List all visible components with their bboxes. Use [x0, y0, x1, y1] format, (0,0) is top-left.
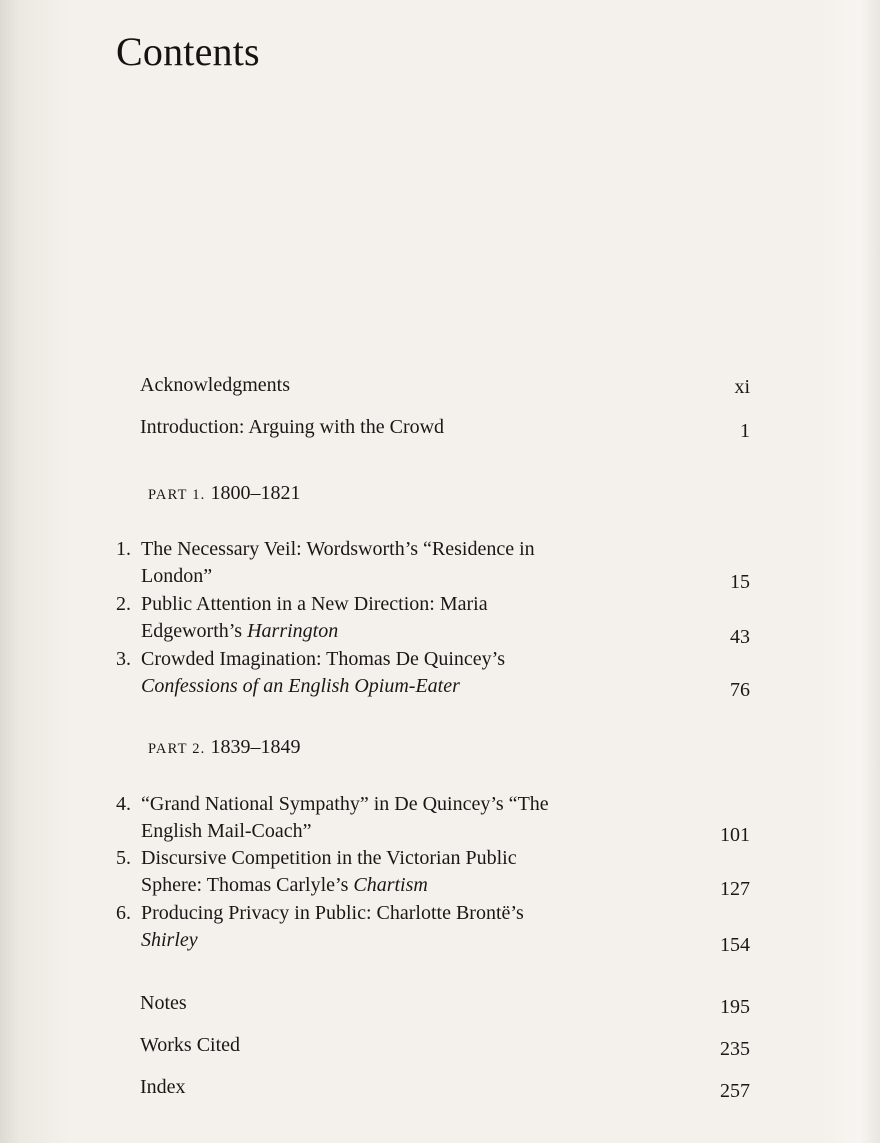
chapter-title-italic: Chartism: [353, 874, 428, 896]
chapter-number: 5.: [116, 847, 131, 869]
chapter-title-line1: Public Attention in a New Direction: Maria: [141, 593, 488, 615]
toc-chapter-1: [116, 536, 636, 590]
toc-entry-notes: [140, 989, 187, 1017]
toc-entry-works-cited: [140, 1031, 240, 1059]
part-years: 1839–1849: [210, 736, 301, 758]
chapter-title-line2: Sphere: Thomas Carlyle’s: [141, 874, 354, 896]
toc-page-number: 257: [720, 1080, 750, 1102]
chapter-number: 4.: [116, 793, 131, 815]
chapter-title-line1: Discursive Competition in the Victorian Public: [141, 847, 517, 869]
part-heading: [148, 482, 301, 505]
toc-entry-index: [140, 1073, 186, 1101]
toc-entry-label: Index: [140, 1076, 186, 1098]
toc-page-number: 1: [740, 420, 750, 442]
toc-chapter-5: [116, 845, 636, 899]
part-years: 1800–1821: [210, 482, 301, 504]
part-heading: [148, 736, 301, 759]
toc-page-number: 101: [720, 824, 750, 846]
toc-chapter-6: [116, 900, 636, 954]
page-title: Contents: [116, 29, 260, 74]
chapter-number: 2.: [116, 593, 131, 615]
toc-page-number: 154: [720, 934, 750, 956]
chapter-title-line2: Edgeworth’s: [141, 620, 248, 642]
toc-page-number: 15: [730, 571, 750, 593]
toc-page-number: 235: [720, 1038, 750, 1060]
chapter-title-line1: Crowded Imagination: Thomas De Quincey’s: [141, 648, 506, 670]
chapter-title-line2: London”: [141, 565, 213, 587]
toc-entry-label: Works Cited: [140, 1034, 241, 1056]
chapter-number: 6.: [116, 902, 131, 924]
chapter-title-italic: Harrington: [247, 620, 339, 642]
toc-page-number: 76: [730, 679, 750, 701]
chapter-title-line1: Producing Privacy in Public: Charlotte Brontë’s: [141, 902, 524, 924]
toc-entry-label: Notes: [140, 992, 187, 1014]
toc-chapter-4: [116, 791, 636, 845]
toc-entry-introduction: [140, 413, 444, 441]
toc-entry-label: Introduction: Arguing with the Crowd: [140, 416, 445, 438]
toc-page-number: 43: [730, 626, 750, 648]
toc-page-number: xi: [734, 376, 750, 398]
toc-page-number: 195: [720, 996, 750, 1018]
chapter-title-italic: Confessions of an English Opium-Eater: [141, 675, 460, 697]
toc-chapter-3: [116, 646, 636, 700]
toc-entry-label: Acknowledgments: [140, 374, 290, 396]
chapter-title-line1: The Necessary Veil: Wordsworth’s “Residence in: [141, 538, 535, 560]
part-label: PART 1.: [148, 487, 206, 503]
toc-entry-acknowledgments: [140, 371, 290, 399]
toc-page-number: 127: [720, 878, 750, 900]
chapter-number: 3.: [116, 648, 131, 670]
chapter-title-italic: Shirley: [141, 929, 198, 951]
chapter-title-line1: “Grand National Sympathy” in De Quincey’s “The: [141, 793, 549, 815]
chapter-number: 1.: [116, 538, 131, 560]
chapter-title-line2: English Mail-Coach”: [141, 820, 312, 842]
toc-chapter-2: [116, 591, 636, 645]
part-label: PART 2.: [148, 741, 206, 757]
